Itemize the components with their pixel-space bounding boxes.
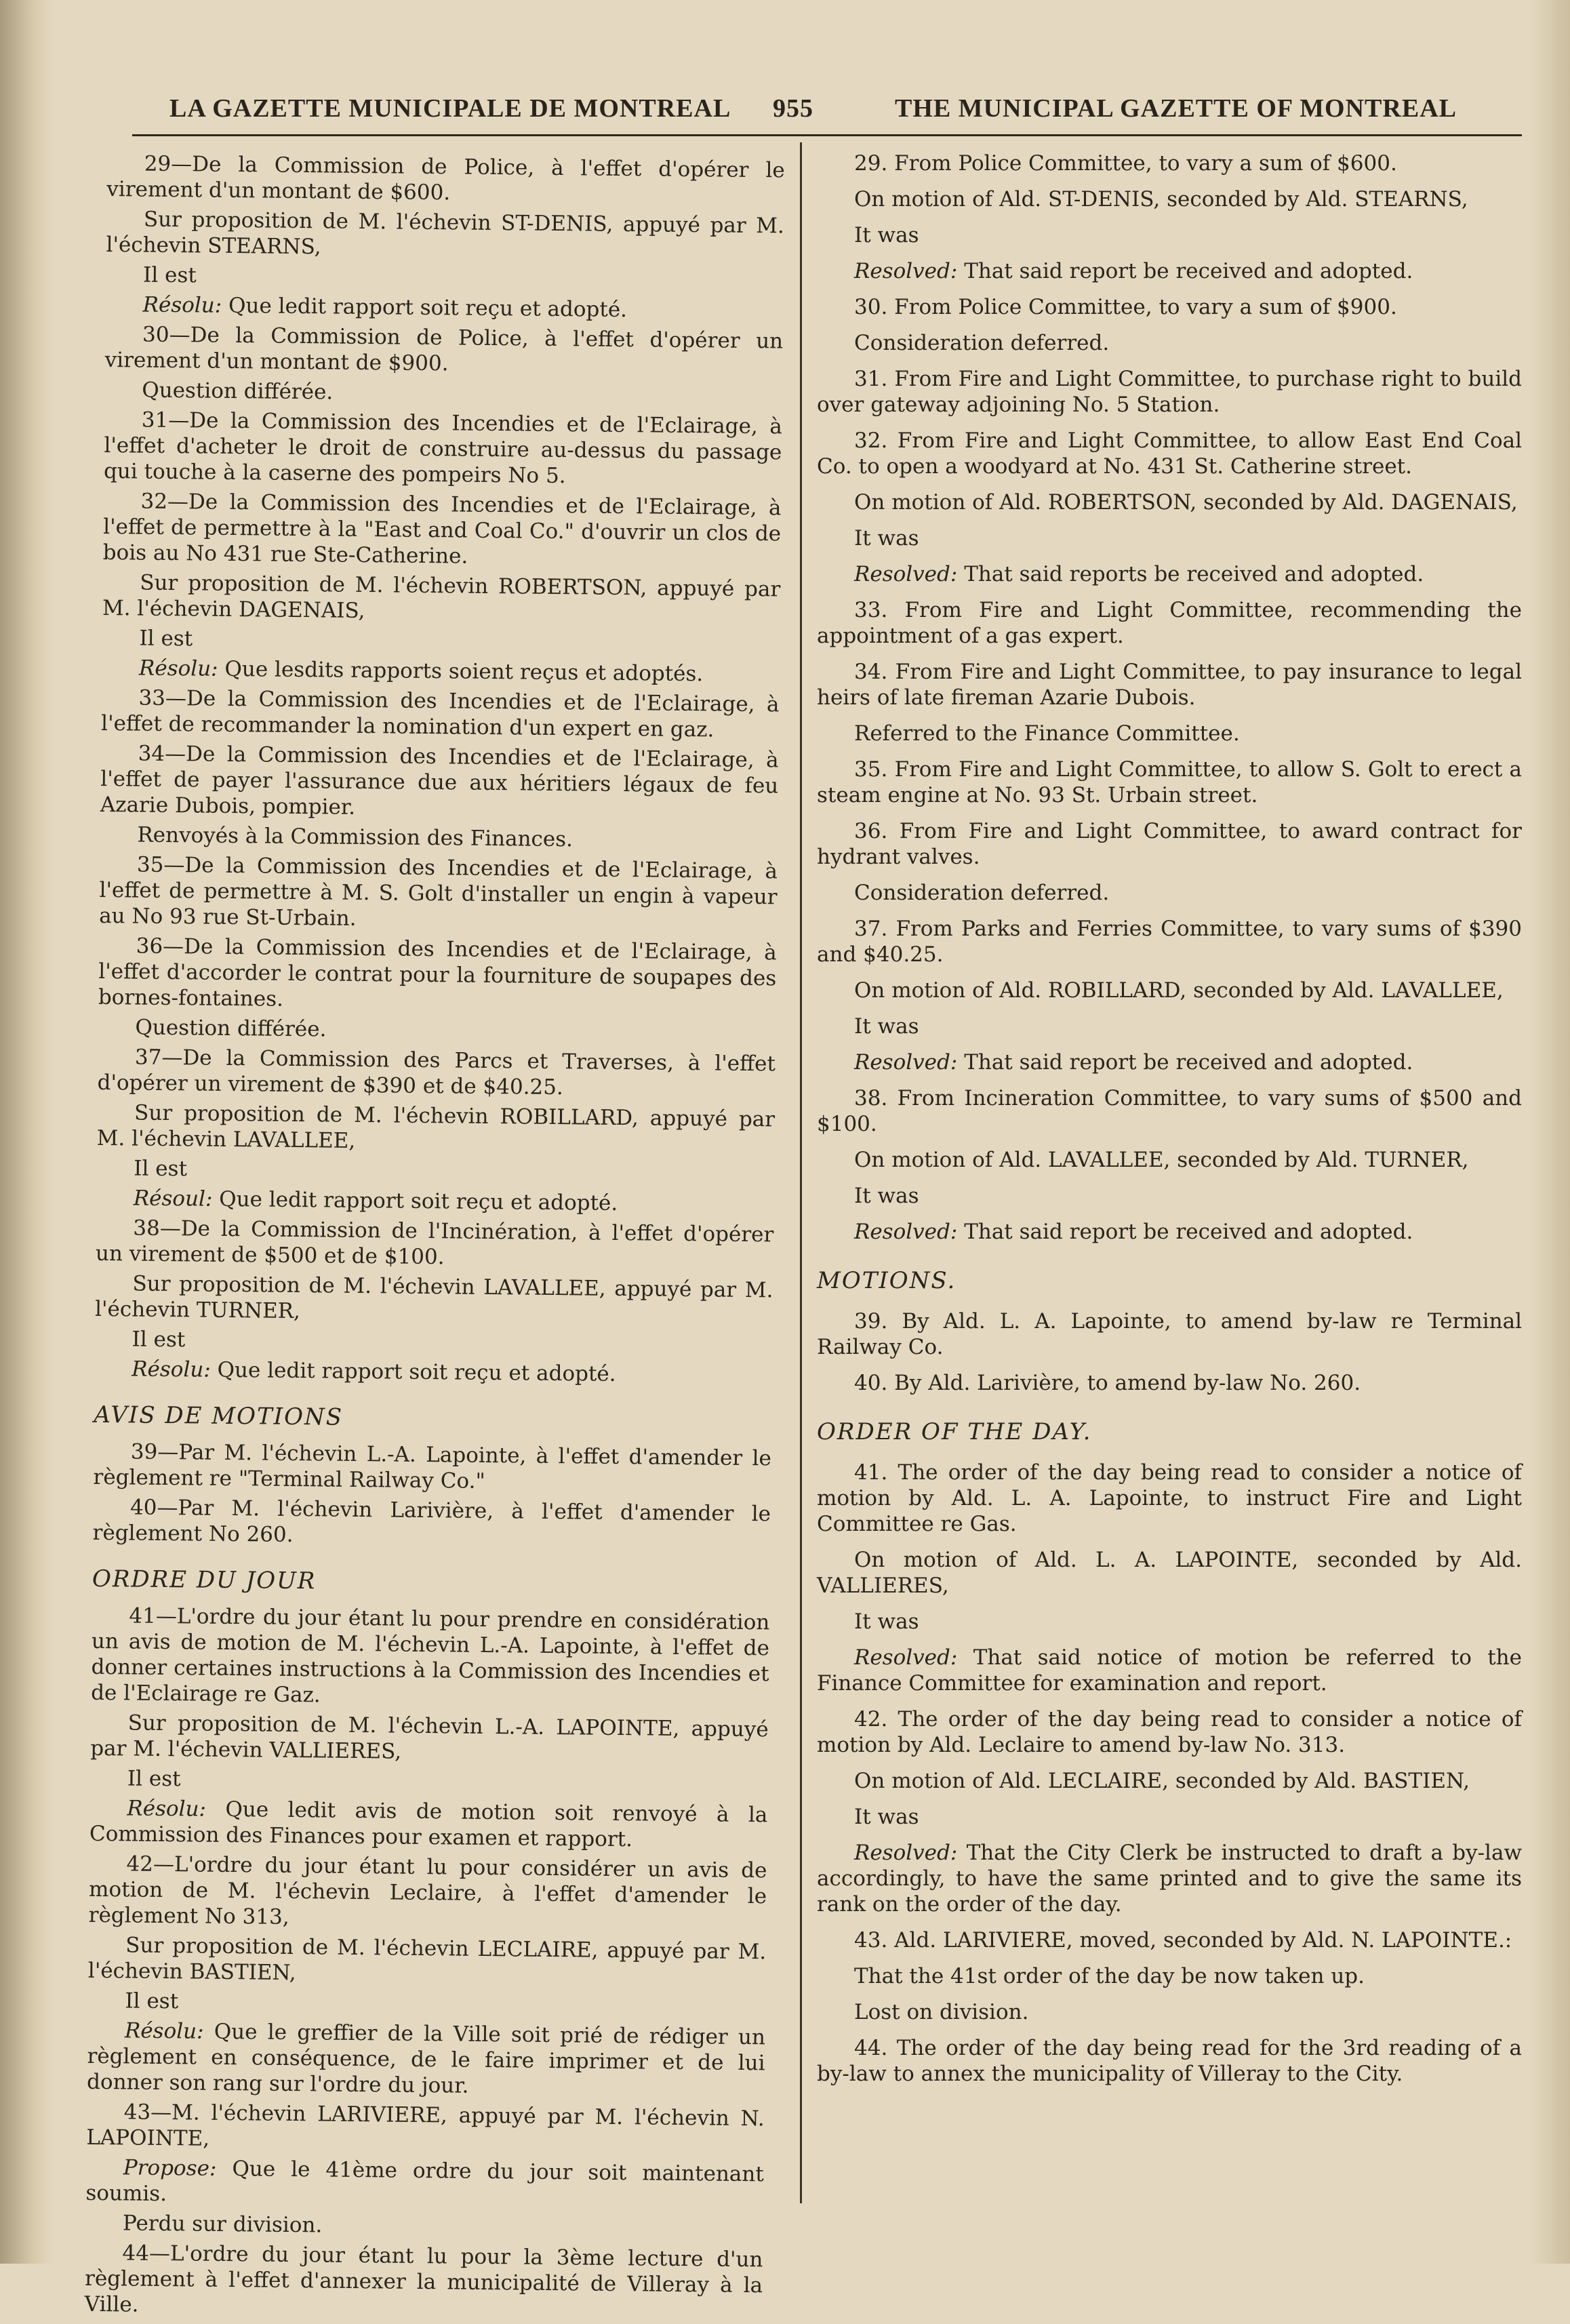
item-30-en: 30. From Police Committee, to vary a sum of $900. bbox=[854, 295, 1397, 319]
resolution-label: Résolu: bbox=[124, 2018, 204, 2044]
header-rule bbox=[132, 134, 1522, 136]
referred-en: Referred to the Finance Committee. bbox=[854, 721, 1240, 746]
motion-fr: Sur proposition de M. l'échevin ST-DENIS, appuyé par M. l'échevin STEARNS, bbox=[106, 207, 785, 260]
resolution-text: Que ledit rapport soit reçu et adopté. bbox=[219, 1186, 618, 1216]
column-divider bbox=[800, 142, 802, 2203]
page-header bbox=[132, 88, 1488, 129]
resolution-label: Resolved: bbox=[854, 562, 958, 586]
item-38-en: 38. From Incineration Committee, to vary sums of $500 and $100. bbox=[817, 1086, 1522, 1136]
it-is-fr: Il est bbox=[139, 626, 193, 652]
deferred-fr: Question différée. bbox=[135, 1015, 327, 1042]
item-30-fr: 30—De la Commission de Police, à l'effet d'opérer un virement d'un montant de $900. bbox=[104, 322, 784, 376]
header-title-english: THE MUNICIPAL GAZETTE OF MONTREAL bbox=[895, 94, 1457, 123]
resolution-en bbox=[817, 258, 1522, 284]
item-40-fr: 40—Par M. l'échevin Larivière, à l'effet d'amender le règlement No 260. bbox=[92, 1495, 771, 1547]
proposal-text-en: That the 41st order of the day be now taken up. bbox=[854, 1964, 1365, 1988]
item-36-en: 36. From Fire and Light Committee, to award contract for hydrant valves. bbox=[817, 819, 1522, 869]
item-41-en: 41. The order of the day being read to consider a notice of motion by Ald. L. A. Lapointe, to instruct Fire and Light Committee re Gas. bbox=[817, 1460, 1522, 1536]
item-35-en: 35. From Fire and Light Committee, to allow S. Golt to erect a steam engine at No. 93 St. Urbain street. bbox=[817, 757, 1522, 807]
motion-en: On motion of Ald. LECLAIRE, seconded by Ald. BASTIEN, bbox=[854, 1769, 1470, 1793]
resolution-text: Que le greffier de la Ville soit prié de rédiger un règlement en conséquence, de le faire imprimer et de lui donner son rang sur l'ordre du jour. bbox=[86, 2019, 766, 2098]
it-is-fr: Il est bbox=[127, 1766, 181, 1792]
item-40-en: 40. By Ald. Larivière, to amend by-law No. 260. bbox=[854, 1371, 1361, 1395]
item-44-en: 44. The order of the day being read for the 3rd reading of a by-law to annex the municipality of Villeray to the City. bbox=[817, 2036, 1522, 2086]
item-37-en: 37. From Parks and Ferries Committee, to vary sums of $390 and $40.25. bbox=[817, 917, 1522, 967]
resolution-text: That said report be received and adopted. bbox=[964, 259, 1413, 283]
page-gutter-shadow bbox=[0, 0, 54, 2264]
resolution-text: That said report be received and adopted. bbox=[964, 1050, 1413, 1075]
resolution-fr bbox=[96, 1185, 774, 1218]
motion-en: On motion of Ald. ROBILLARD, seconded by Ald. LAVALLEE, bbox=[854, 978, 1504, 1003]
resolution-en bbox=[817, 561, 1522, 587]
it-was-en: It was bbox=[854, 1184, 919, 1208]
resolution-fr bbox=[105, 292, 783, 324]
item-33-fr: 33—De la Commission des Incendies et de l'Eclairage, à l'effet de recommander la nomination d'un expert en gaz. bbox=[100, 685, 780, 742]
lost-en: Lost on division. bbox=[854, 2000, 1029, 2024]
motion-en: On motion of Ald. ROBERTSON, seconded by Ald. DAGENAIS, bbox=[854, 490, 1518, 515]
section-heading-order-fr: ORDRE DU JOUR bbox=[92, 1565, 317, 1595]
item-42-en: 42. The order of the day being read to consider a notice of motion by Ald. Leclaire to amend by-law No. 313. bbox=[817, 1707, 1522, 1757]
item-43-en: 43. Ald. LARIVIERE, moved, seconded by Ald. N. LAPOINTE.: bbox=[854, 1928, 1512, 1952]
resolution-text: That said report be received and adopted. bbox=[964, 1220, 1413, 1244]
it-is-fr: Il est bbox=[142, 262, 197, 288]
proposal-label: Propose: bbox=[123, 2155, 217, 2181]
it-was-en: It was bbox=[854, 526, 919, 550]
motion-en: On motion of Ald. L. A. LAPOINTE, seconded by Ald. VALLIERES, bbox=[817, 1548, 1522, 1598]
resolution-text: That said reports be received and adopted. bbox=[964, 562, 1424, 586]
item-44-fr: 44—L'ordre du jour étant lu pour la 3ème lecture d'un règlement à l'effet d'annexer la municipalité de Villeray à la Ville. bbox=[84, 2241, 763, 2317]
item-43-fr: 43—M. l'échevin LARIVIERE, appuyé par M. l'échevin N. LAPOINTE, bbox=[86, 2100, 765, 2151]
item-34-fr: 34—De la Commission des Incendies et de l'Eclairage, à l'effet de payer l'assurance due aux héritiers légaux de feu Azarie Dubois, pompier. bbox=[100, 741, 779, 820]
deferred-en: Consideration deferred. bbox=[854, 881, 1110, 905]
resolution-en bbox=[817, 1049, 1522, 1075]
resolution-label: Resolved: bbox=[854, 1841, 958, 1865]
resolution-label: Resolved: bbox=[854, 1645, 958, 1670]
item-41-fr: 41—L'ordre du jour étant lu pour prendre en considération un avis de motion de M. l'échevin L.-A. Lapointe, à l'effet de donner certaines instructions à la Commission des Incendies et de l'Eclairage re Gaz. bbox=[90, 1603, 770, 1708]
item-39-fr: 39—Par M. l'échevin L.-A. Lapointe, à l'effet d'amender le règlement re "Terminal Railway Co." bbox=[93, 1439, 772, 1494]
resolution-fr bbox=[102, 655, 780, 687]
resolution-label: Résolu: bbox=[142, 292, 222, 318]
resolution-text: Que ledit rapport soit reçu et adopté. bbox=[217, 1357, 616, 1386]
deferred-fr: Question différée. bbox=[142, 378, 334, 405]
motion-en: On motion of Ald. LAVALLEE, seconded by Ald. TURNER, bbox=[854, 1148, 1469, 1172]
resolution-text: Que lesdits rapports soient reçus et adoptés. bbox=[224, 656, 704, 687]
resolution-label: Résolu: bbox=[127, 1796, 207, 1822]
item-32-en: 32. From Fire and Light Committee, to allow East End Coal Co. to open a woodyard at No. 431 St. Catherine street. bbox=[817, 428, 1522, 479]
resolution-text: Que ledit rapport soit reçu et adopté. bbox=[228, 293, 628, 323]
resolution-en bbox=[817, 1645, 1522, 1696]
item-29-en: 29. From Police Committee, to vary a sum of $600. bbox=[854, 151, 1397, 176]
item-33-en: 33. From Fire and Light Committee, recommending the appointment of a gas expert. bbox=[817, 598, 1522, 648]
resolution-label: Resolved: bbox=[854, 1050, 958, 1075]
section-heading-motions-en: MOTIONS. bbox=[817, 1267, 957, 1294]
it-was-en: It was bbox=[854, 223, 919, 247]
item-32-fr: 32—De la Commission des Incendies et de l'Eclairage, à l'effet de permettre à la "East and Coal Co." d'ouvrir un clos de bois au No 431 rue Ste-Catherine. bbox=[102, 489, 782, 569]
proposal-text: Que le 41ème ordre du jour soit maintenant soumis. bbox=[85, 2157, 764, 2207]
motion-fr: Sur proposition de M. l'échevin ROBILLARD, appuyé par M. l'échevin LAVALLEE, bbox=[96, 1100, 776, 1153]
motion-en: On motion of Ald. ST-DENIS, seconded by Ald. STEARNS, bbox=[854, 187, 1468, 212]
resolution-text: Que ledit avis de motion soit renvoyé à la Commission des Finances pour examen et rapport. bbox=[89, 1797, 768, 1852]
item-31-en: 31. From Fire and Light Committee, to purchase right to build over gateway adjoining No. 5 Station. bbox=[817, 367, 1522, 417]
motion-fr: Sur proposition de M. l'échevin L.-A. LAPOINTE, appuyé par M. l'échevin VALLIERES, bbox=[90, 1710, 769, 1764]
item-35-fr: 35—De la Commission des Incendies et de l'Eclairage, à l'effet de permettre à M. S. Golt d'installer un engin à vapeur au No 93 rue St-Urbain. bbox=[98, 852, 778, 931]
lost-fr: Perdu sur division. bbox=[122, 2211, 323, 2238]
it-is-fr: Il est bbox=[134, 1156, 188, 1182]
french-text-block bbox=[85, 151, 785, 2324]
motion-fr: Sur proposition de M. l'échevin LAVALLEE, appuyé par M. l'échevin TURNER, bbox=[94, 1271, 773, 1324]
header-title-french: LA GAZETTE MUNICIPALE DE MONTREAL bbox=[169, 94, 731, 123]
resolution-fr bbox=[89, 1795, 768, 1854]
deferred-en: Consideration deferred. bbox=[854, 331, 1110, 355]
item-42-fr: 42—L'ordre du jour étant lu pour considérer un avis de motion de M. l'échevin Leclaire, à l'effet d'amender le règlement No 313, bbox=[88, 1851, 767, 1929]
resolution-text: That said notice of motion be referred to the Finance Committee for examination and report. bbox=[817, 1645, 1522, 1696]
referred-fr: Renvoyés à la Commission des Finances. bbox=[137, 822, 573, 852]
resolution-label: Résoul: bbox=[133, 1186, 213, 1211]
item-37-fr: 37—De la Commission des Parcs et Traverses, à l'effet d'opérer un virement de $390 et de $40.25. bbox=[97, 1045, 776, 1100]
resolution-en bbox=[817, 1219, 1522, 1245]
item-29-fr: 29—De la Commission de Police, à l'effet d'opérer le virement d'un montant de $600. bbox=[106, 151, 785, 205]
resolution-label: Resolved: bbox=[854, 1220, 958, 1244]
resolution-label: Résolu: bbox=[131, 1357, 211, 1382]
resolution-fr bbox=[94, 1356, 772, 1388]
item-34-en: 34. From Fire and Light Committee, to pay insurance to legal heirs of late fireman Azarie Dubois. bbox=[817, 660, 1522, 710]
item-36-fr: 36—De la Commission des Incendies et de l'Eclairage, à l'effet d'accorder le contrat pour la fourniture de soupapes des bornes-fontaines. bbox=[98, 934, 777, 1011]
resolution-fr bbox=[87, 2018, 765, 2102]
motion-fr: Sur proposition de M. l'échevin ROBERTSON, appuyé par M. l'échevin DAGENAIS, bbox=[102, 570, 781, 624]
english-column bbox=[817, 151, 1522, 2097]
resolution-en bbox=[817, 1840, 1522, 1917]
page-edge-shadow bbox=[1529, 0, 1570, 2264]
item-31-fr: 31—De la Commission des Incendies et de l'Eclairage, à l'effet d'acheter le droit de construire au-dessus du passage qui touche à la caserne des pompeirs No 5. bbox=[103, 407, 782, 489]
it-was-en: It was bbox=[854, 1014, 919, 1039]
french-column bbox=[84, 151, 785, 2321]
it-is-fr: Il est bbox=[132, 1327, 186, 1353]
section-heading-motions-fr: AVIS DE MOTIONS bbox=[94, 1401, 344, 1431]
it-was-en: It was bbox=[854, 1609, 919, 1634]
proposal-fr bbox=[85, 2155, 764, 2213]
section-heading-order-en: ORDER OF THE DAY. bbox=[817, 1418, 1092, 1445]
item-39-en: 39. By Ald. L. A. Lapointe, to amend by-law re Terminal Railway Co. bbox=[817, 1309, 1522, 1359]
resolution-text: That the City Clerk be instructed to draft a by-law accordingly, to have the same printed and to give the same its rank on the order of the day. bbox=[817, 1841, 1522, 1917]
it-was-en: It was bbox=[854, 1805, 919, 1829]
resolution-label: Résolu: bbox=[138, 656, 218, 681]
it-is-fr: Il est bbox=[125, 1988, 179, 2014]
page-number: 955 bbox=[773, 94, 813, 123]
motion-fr: Sur proposition de M. l'échevin LECLAIRE, appuyé par M. l'échevin BASTIEN, bbox=[87, 1933, 767, 1986]
resolution-label: Resolved: bbox=[854, 259, 958, 283]
item-38-fr: 38—De la Commission de l'Incinération, à l'effet d'opérer un virement de $500 et de $100. bbox=[95, 1216, 774, 1270]
